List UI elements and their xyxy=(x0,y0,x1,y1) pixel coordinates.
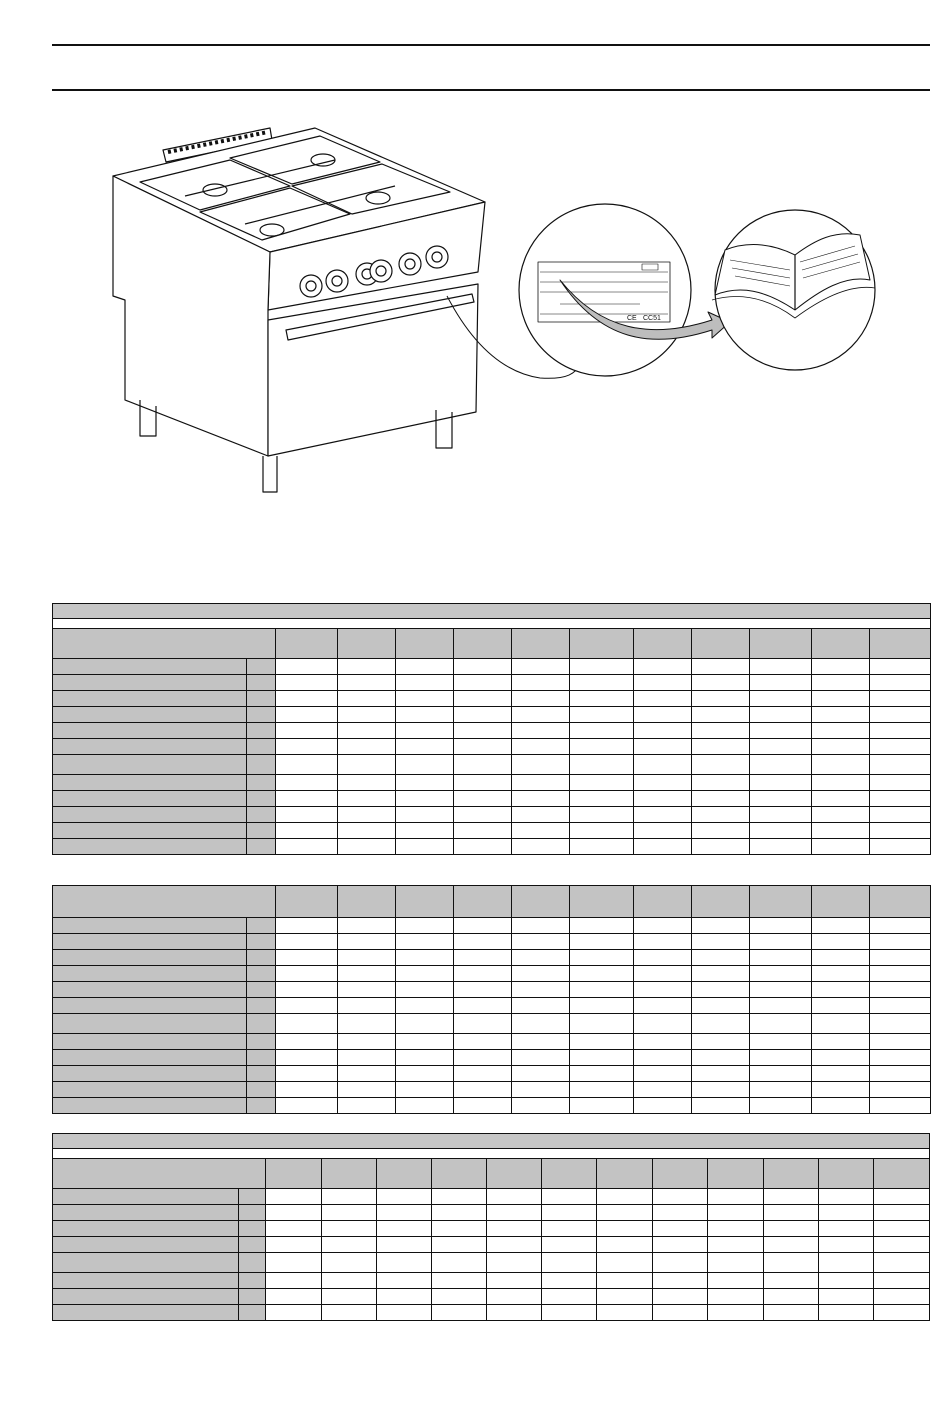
column-header xyxy=(763,1159,818,1189)
column-header xyxy=(652,1159,707,1189)
svg-text:CC51: CC51 xyxy=(643,315,661,322)
open-manual-icon xyxy=(712,210,875,370)
table-row xyxy=(53,839,931,855)
column-header xyxy=(870,886,931,918)
svg-text:CE: CE xyxy=(627,315,637,322)
table-subtitle-row xyxy=(53,619,931,629)
column-header xyxy=(454,886,512,918)
table-row xyxy=(53,807,931,823)
electric-data-table xyxy=(52,1133,930,1321)
table-row xyxy=(53,982,931,998)
column-header xyxy=(634,629,692,659)
column-header xyxy=(812,886,870,918)
table-row xyxy=(53,1205,930,1221)
column-header xyxy=(570,629,634,659)
table-row xyxy=(53,1305,930,1321)
header-label-cell xyxy=(53,1159,266,1189)
column-header xyxy=(512,886,570,918)
table-title-bar xyxy=(53,1134,930,1149)
table-row xyxy=(53,1253,930,1273)
gas-data-table-a xyxy=(52,603,931,855)
table-row xyxy=(53,723,931,739)
column-header xyxy=(692,886,750,918)
column-header xyxy=(873,1159,929,1189)
table-row xyxy=(53,950,931,966)
table-row xyxy=(53,739,931,755)
column-header xyxy=(542,1159,597,1189)
table-row xyxy=(53,1221,930,1237)
table-row xyxy=(53,934,931,950)
column-header xyxy=(750,886,812,918)
table-row xyxy=(53,1289,930,1305)
table-title-bar xyxy=(53,604,931,619)
gas-data-table-b xyxy=(52,885,931,1114)
table-row xyxy=(53,675,931,691)
table-row xyxy=(53,1189,930,1205)
column-header xyxy=(812,629,870,659)
table-row xyxy=(53,1082,931,1098)
column-header xyxy=(454,629,512,659)
table-row xyxy=(53,755,931,775)
table-row xyxy=(53,775,931,791)
table-row xyxy=(53,1273,930,1289)
table-row xyxy=(53,791,931,807)
header-label-cell xyxy=(53,629,276,659)
column-header xyxy=(487,1159,542,1189)
table-row xyxy=(53,659,931,675)
column-header xyxy=(396,886,454,918)
column-header xyxy=(377,1159,432,1189)
table-row xyxy=(53,823,931,839)
data-plate-zoom xyxy=(519,204,691,376)
table-row xyxy=(53,1098,931,1114)
column-header xyxy=(338,886,396,918)
column-header xyxy=(750,629,812,659)
column-header xyxy=(338,629,396,659)
table-subtitle-row xyxy=(53,1149,930,1159)
column-header xyxy=(266,1159,322,1189)
table-row xyxy=(53,918,931,934)
table-row xyxy=(53,1034,931,1050)
table-row xyxy=(53,1237,930,1253)
stove-icon xyxy=(113,128,485,492)
column-header xyxy=(276,629,338,659)
table-row xyxy=(53,1050,931,1066)
column-header xyxy=(276,886,338,918)
column-header xyxy=(707,1159,763,1189)
column-header xyxy=(512,629,570,659)
appliance-illustration xyxy=(0,0,950,600)
table-row xyxy=(53,707,931,723)
column-header xyxy=(818,1159,873,1189)
table-row xyxy=(53,1014,931,1034)
column-header xyxy=(396,629,454,659)
column-header xyxy=(870,629,931,659)
column-header xyxy=(322,1159,377,1189)
column-header xyxy=(692,629,750,659)
header-label-cell xyxy=(53,886,276,918)
column-header xyxy=(634,886,692,918)
table-row xyxy=(53,691,931,707)
table-row xyxy=(53,1066,931,1082)
table-row xyxy=(53,966,931,982)
table-row xyxy=(53,998,931,1014)
column-header xyxy=(597,1159,652,1189)
column-header xyxy=(432,1159,487,1189)
column-header xyxy=(570,886,634,918)
